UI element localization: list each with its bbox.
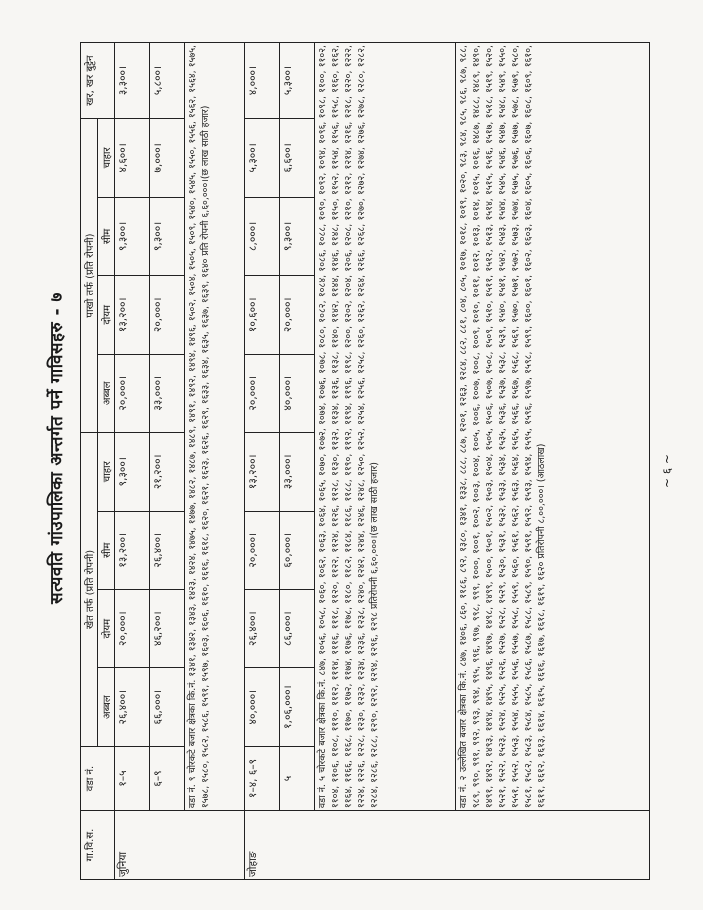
rate-cell: २६,४००। — [150, 511, 185, 589]
rate-cell: ९,३००। — [115, 433, 150, 512]
note-row — [185, 43, 245, 880]
page-title: सत्यवति गांउपालिका अन्तर्गत पर्ने गाविसहरु - ७ — [47, 292, 67, 604]
valuation-table — [80, 42, 650, 880]
rate-cell: १३,२००। — [115, 511, 150, 589]
header-row-1 — [81, 43, 98, 880]
rate-cell: ९,३००। — [115, 197, 150, 275]
header-pakho-chahar: चाहार — [98, 119, 115, 197]
header-khet-chahar: चाहार — [98, 433, 115, 512]
rate-cell: १३,२००। — [245, 433, 280, 512]
header-ward: वडा नं. — [81, 746, 115, 810]
rate-cell: १०,६००। — [245, 276, 280, 354]
rate-cell: २६,४००। — [245, 589, 280, 667]
village-name: जुनिया — [115, 811, 245, 880]
village-name: जोहाङ — [245, 811, 650, 880]
rate-cell: ४०,०००। — [245, 668, 280, 746]
rate-cell: १३,२००। — [115, 276, 150, 354]
rate-cell: ४,०००। — [245, 43, 280, 119]
rate-cell: ५,३००। — [245, 119, 280, 197]
header-pakho-group: पाखो तर्फ (प्रति रोपनी) — [81, 119, 98, 433]
rate-cell: २१,२००। — [150, 433, 185, 512]
rate-cell: २०,०००। — [115, 589, 150, 667]
ward-cell: १–४, ६–९ — [245, 746, 280, 810]
rate-cell: ७,०००। — [150, 119, 185, 197]
market-area-note: वडा नं. ९ चोरकटे बजार क्षेत्रका कि.नं. १३४१, १३४२, १३४३, १४२३, १४२४, १४७५, १४७७, १४८२, १४८७, १४८९, १४९१, १४९२, १४९४, १४९६, १५०२, १५०४, १५०५, १५०९, १५४०, १५४५, १५५०, १५५६, १५६२, १५६४, १५७५, १५७८, १५८०, १५८२, १५८६, १५९१, १५९७, १६०३, १६०६, १६१०, १६१६, १६१८, १६२०, १६२१, १६२३, १६२६, १६२९, १६३३, १६३४, १६३५, १६३७, १६३९, १६४० प्रति रोपनी ६,६०,०००।(छ लाख साठी हजार) — [185, 43, 245, 811]
rate-cell: २०,०००। — [245, 354, 280, 432]
rate-cell: ३३,०००। — [280, 433, 315, 512]
rate-cell: ६,६००। — [280, 119, 315, 197]
rate-cell: ३३,०००। — [150, 354, 185, 432]
rate-cell: ३,३००। — [115, 43, 150, 119]
rate-cell: २०,०००। — [245, 511, 280, 589]
rate-cell: ५,८००। — [150, 43, 185, 119]
table-row — [280, 43, 315, 880]
rate-cell: २६,४००। — [115, 668, 150, 746]
note-row — [455, 43, 649, 880]
rotated-sheet — [40, 28, 680, 888]
rate-cell: ४,६००। — [115, 119, 150, 197]
header-pakho-doyam: दोयम — [98, 276, 115, 354]
header-khet-abbal: अब्बल — [98, 668, 115, 746]
header-kharbari: खर, खर बुट्टेन — [81, 43, 115, 119]
header-khet-group: खेत तर्फ (प्रति रोपनी) — [81, 433, 98, 747]
ward-cell: १–५ — [115, 746, 150, 810]
market-area-note-2: वडा नं. २ उल्लेखित बजार क्षेत्रका कि.नं. ८४७, १४०६, ८६०, ११८६, ८९२, १३८०, १३४१, १३३८, ८८८, ८८७, १२०१, १२६३, १२८४, ८८२, ८८१, ८०४, ८०५, १०१७, १०१८, १०१९, १०२०, ९८३, ९८४, ९८५, ९८६, ९८७, ९८८, ९८९, ९९०, ९९१, ९९२, ९९३, ९९४, ९९५, ९९६, ९९७, ९९८, ९९९, १०००, १००१, १००२, १००३, १००४, १००५, १००६, १००७, १००८, १००९, १०१०, १०११, १०१२, १०१३, १०१४, १०१५, १०१६, १४८७, १४८८, १४८९, १४९०, १४९१, १४९२, १४९३, १४९४, १४९५, १४९६, १४९७, १४९८, १४९९, १५००, १५०१, १५०२, १५०३, १५०४, १५०५, १५०६, १५०७, १५०८, १५०९, १५१०, १५११, १५१२, १५१३, १५१४, १५१५, १५१६, १५१७, १५१८, १५१९, १५२०, १५२१, १५२२, १५२३, १५२४, १५२५, १५२६, १५२७, १५२८, १५२९, १५३०, १५३१, १५३२, १५३३, १५३४, १५३५, १५३६, १५३७, १५३८, १५३९, १५४०, १५४१, १५४२, १५४३, १५४४, १५४५, १५४६, १५४७, १५४८, १५४९, १५५०, १५५१, १५५२, १५५३, १५५४, १५५५, १५५६, १५५७, १५५८, १५५९, १५६०, १५६१, १५६२, १५६३, १५६४, १५६५, १५६६, १५६७, १५६८, १५६९, १५७०, १५७१, १५७२, १५७३, १५७४, १५७५, १५७६, १५७७, १५७८, १५७९, १५८०, १५८१, १५८२, १५८३, १५८४, १५८५, १५८६, १५८७, १५८८, १५८९, १५९०, १५९१, १५९२, १५९३, १५९४, १५९५, १५९६, १५९७, १५९८, १५९९, १६००, १६०१, १६०२, १६०३, १६०४, १६०५, १६०६, १६०७, १६०८, १६०९, १६१०, १६११, १६१२, १६१३, १६१४, १६१५, १६१६, १६१७, १६१८, १६१९, १६२० प्रतिरोपनी ८,००,०००। (आठलाख) — [455, 43, 649, 811]
market-area-note: वडा नं. ५ चोरकटे बजार क्षेत्रका कि.नं. ८४७, १०५६, १०५८, १०६०, १०६२, १०६३, १०६४, १०६५, १०७०, १०७२, १०७४, १०७६, १०७८, १०८०, १०८२, १०८४, १०८६, १०८८, १०९०, १०९२, १०९४, १०९६, १०९८, ११००, ११०२, ११०४, ११०६, ११०८, १११०, १११२, १११४, १११६, १११८, ११२०, ११२२, ११२४, ११२६, ११२८, ११३०, ११३२, ११३४, ११३६, ११३८, ११४०, ११४२, ११४४, ११४६, ११४८, ११५०, ११५२, ११५४, ११५६, ११५८, ११६०, ११६२, ११६४, ११६६, ११६८, ११७०, ११७२, ११७४, ११७६, ११७८, ११८०, ११८२, ११८४, ११८६, ११८८, ११९०, ११९२, ११९४, ११९६, ११९८, १२००, १२०२, १२०४, १२०६, १२०८, १२१०, १२१२, १२१४, १२१६, १२१८, १२२०, १२२२, १२२४, १२२६, १२२८, १२३०, १२३२, १२३४, १२३६, १२३८, १२४०, १२४२, १२४४, १२४६, १२४८, १२५०, १२५२, १२५४, १२५६, १२५८, १२६०, १२६२, १२६४, १२६६, १२६८, १२७०, १२७२, १२७४, १२७६, १२७८, १२८०, १२८२, १२८४, १२८६, १२८८, १२९०, १२९२, १२९४, १२९६, १२९८ प्रतिरोपनी ६,६०,०००।(छ लाख साठी हजार) — [315, 43, 455, 811]
header-gabisa: गा.वि.स. — [81, 811, 115, 880]
rate-cell: ६०,०००। — [280, 511, 315, 589]
header-khet-doyam: दोयम — [98, 589, 115, 667]
rate-cell: २०,०००। — [150, 276, 185, 354]
rate-cell: ६६,०००। — [150, 668, 185, 746]
header-khet-sim: सीम — [98, 511, 115, 589]
rate-cell: ९,३००। — [150, 197, 185, 275]
rate-cell: ४०,०००। — [280, 354, 315, 432]
header-pakho-abbal: अब्बल — [98, 354, 115, 432]
table-row — [245, 43, 280, 880]
rate-cell: ४६,२००। — [150, 589, 185, 667]
rate-cell: ९,३००। — [280, 197, 315, 275]
ward-cell: ६–९ — [150, 746, 185, 810]
rate-cell: ८,०००। — [245, 197, 280, 275]
rate-cell: २०,०००। — [115, 354, 150, 432]
header-pakho-sim: सीम — [98, 197, 115, 275]
rate-cell: ५,३००। — [280, 43, 315, 119]
rate-cell: ८६,०००। — [280, 589, 315, 667]
rate-cell: १,०६,०००। — [280, 668, 315, 746]
table-row — [150, 43, 185, 880]
note-row — [315, 43, 455, 880]
page-number: ~ ६ ~ — [660, 454, 674, 488]
table-row — [115, 43, 150, 880]
ward-cell: ५ — [280, 746, 315, 810]
rate-cell: २०,०००। — [280, 276, 315, 354]
